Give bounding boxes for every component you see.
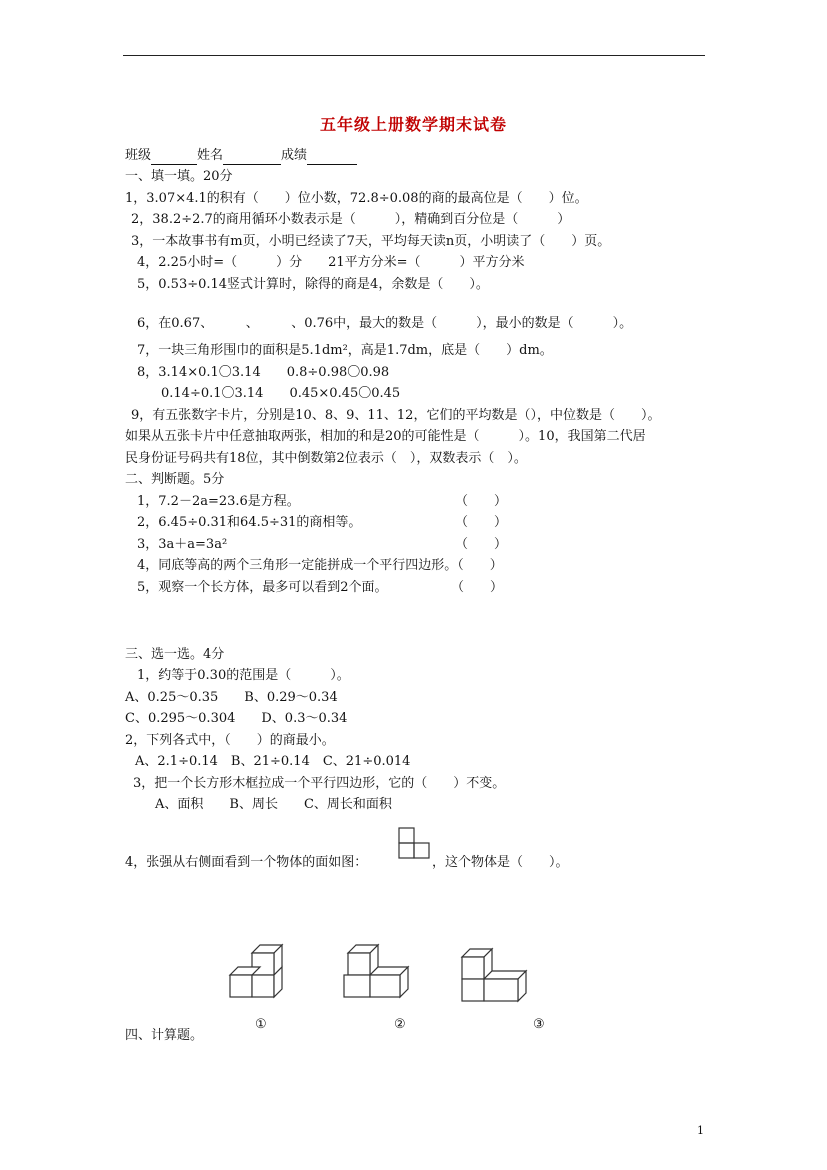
judge-item-3: 3，3a＋a=3a² (137, 537, 228, 552)
s3-q3-options: A、面积 B、周长 C、周长和面积 (155, 797, 392, 812)
judge-item-1-paren[interactable]: （ ） (455, 494, 508, 509)
class-field[interactable] (151, 150, 197, 165)
s1-question-8b: 0.14÷0.1〇3.14 0.45×0.45〇0.45 (161, 386, 401, 401)
judge-item-4: 4，同底等高的两个三角形一定能拼成一个平行四边形。（ ） (137, 558, 503, 573)
s3-question-3: 3，把一个长方形木框拉成一个平行四边形，它的（ ）不变。 (133, 776, 506, 791)
name-label: 姓名 (197, 148, 224, 163)
s1-question-3: 3，一本故事书有m页，小明已经读了7天，平均每天读n页，小明读了（ ）页。 (131, 234, 611, 249)
judge-item-2: 2，6.45÷0.31和64.5÷31的商相等。 (137, 515, 362, 530)
cube-figure-2 (336, 935, 416, 1010)
judge-item-1: 1，7.2－2a=23.6是方程。 (137, 494, 300, 509)
student-info-line (125, 147, 357, 165)
section3-heading: 三、选一选。4分 (125, 647, 225, 662)
score-field[interactable] (307, 150, 357, 165)
figure-label-1: ① (255, 1017, 267, 1032)
page-title: 五年级上册数学期末试卷 (319, 115, 507, 134)
s1-question-4: 4，2.25小时=（ ）分 21平方分米=（ ）平方分米 (137, 255, 525, 270)
s1-question-2: 2，38.2÷2.7的商用循环小数表示是（ ），精确到百分位是（ ） (131, 212, 571, 227)
s1-question-9: 9，有五张数字卡片，分别是10、8、9、11、12，它们的平均数是（），中位数是（ ）。 (131, 408, 661, 423)
s3-q1-options-ab: A、0.25～0.35 B、0.29～0.34 (125, 690, 338, 705)
judge-item-5: 5，观察一个长方体，最多可以看到2个面。 (137, 580, 388, 595)
s1-question-10: 民身份证号码共有18位，其中倒数第2位表示（ ），双数表示（ ）。 (125, 451, 527, 466)
s1-question-9b: 如果从五张卡片中任意抽取两张，相加的和是20的可能性是（ ）。10，我国第二代居 (125, 429, 646, 444)
s3-question-2: 2，下列各式中，（ ）的商最小。 (125, 733, 335, 748)
score-label: 成绩 (281, 148, 308, 163)
cube-figure-1 (222, 935, 302, 1010)
s3-q1-options-cd: C、0.295～0.304 D、0.3～0.34 (125, 711, 348, 726)
figure-label-2: ② (394, 1017, 406, 1032)
s1-question-6: 6，在0.67、 、 、0.76中，最大的数是（ ），最小的数是（ ）。 (137, 316, 633, 331)
page-number: 1 (697, 1124, 704, 1137)
section4-heading: 四、计算题。 (125, 1028, 204, 1043)
section2-heading: 二、判断题。5分 (125, 472, 225, 487)
s1-question-7: 7，一块三角形围巾的面积是5.1dm²，高是1.7dm，底是（ ）dm。 (137, 343, 553, 358)
name-field[interactable] (223, 150, 281, 165)
s3-question-1: 1，约等于0.30的范围是（ ）。 (137, 668, 350, 683)
s3-q2-options: A、2.1÷0.14 B、21÷0.14 C、21÷0.014 (135, 754, 411, 769)
figure-label-3: ③ (533, 1017, 545, 1032)
side-view-icon (397, 826, 431, 862)
judge-item-5-paren[interactable]: （ ） (451, 580, 504, 595)
s3-question-4-pre: 4，张强从右侧面看到一个物体的面如图： (125, 855, 368, 870)
judge-item-2-paren[interactable]: （ ） (455, 515, 508, 530)
cube-figure-3 (456, 935, 536, 1010)
class-label: 班级 (125, 148, 152, 163)
s3-question-4-post: ，这个物体是（ ）。 (432, 855, 569, 870)
header-rule (123, 55, 705, 56)
judge-item-3-paren[interactable]: （ ） (455, 537, 508, 552)
s1-question-8a: 8，3.14×0.1〇3.14 0.8÷0.98〇0.98 (137, 365, 390, 380)
s1-question-5: 5，0.53÷0.14竖式计算时，除得的商是4，余数是（ ）。 (137, 277, 489, 292)
section1-heading: 一、填一填。20分 (125, 169, 233, 184)
s1-question-1: 1，3.07×4.1的积有（ ）位小数，72.8÷0.08的商的最高位是（ ）位。 (125, 191, 588, 206)
